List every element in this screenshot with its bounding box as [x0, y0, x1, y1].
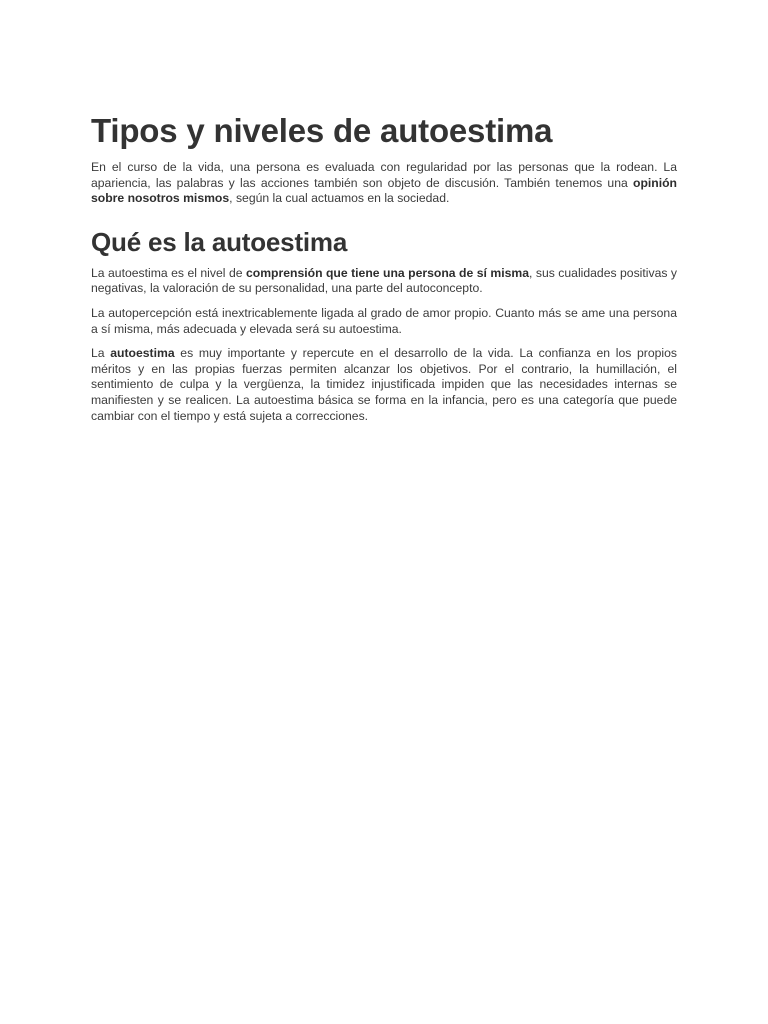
intro-text-after: , según la cual actuamos en la sociedad.	[229, 191, 450, 206]
document-page	[91, 110, 677, 433]
p1-text-before: La autoestima es el nivel de	[91, 265, 246, 280]
intro-text-before: En el curso de la vida, una persona es evaluada con regularidad por las personas que la rodean. La apariencia, las palabras y las acciones también son objeto de discusión. También tenemos una	[91, 160, 677, 190]
section-paragraph-2: La autopercepción está inextricablemente ligada al grado de amor propio. Cuanto más se ame una persona a sí misma, más adecuada y elevada será su autoestima.	[91, 305, 677, 336]
intro-paragraph	[91, 160, 677, 207]
p3-text-after: es muy importante y repercute en el desarrollo de la vida. La confianza en los propios méritos y en las propias fuerzas permiten alcanzar los objetivos. Por el contrario, la humillación, el sentimiento de culpa y la vergüenza, la timidez injustificada impiden que las necesidades internas se manifiesten y se realicen. La autoestima básica se forma en la infancia, pero es una categoría que puede cambiar con el tiempo y está sujeta a correcciones.	[91, 346, 677, 423]
p1-bold-text: comprensión que tiene una persona de sí misma	[245, 265, 529, 280]
intro-bold-text: opinión sobre nosotros mismos	[91, 175, 677, 206]
page-title: Tipos y niveles de autoestima	[91, 112, 553, 149]
section-heading: Qué es la autoestima	[91, 226, 348, 257]
section-paragraph-1	[91, 266, 677, 297]
p3-text-before: La	[91, 346, 111, 361]
p1-text-after: , sus cualidades positivas y negativas, la valoración de su personalidad, una parte del autoconcepto.	[91, 265, 678, 296]
p3-bold-text: autoestima	[110, 346, 175, 361]
section-paragraph-3	[91, 346, 677, 424]
